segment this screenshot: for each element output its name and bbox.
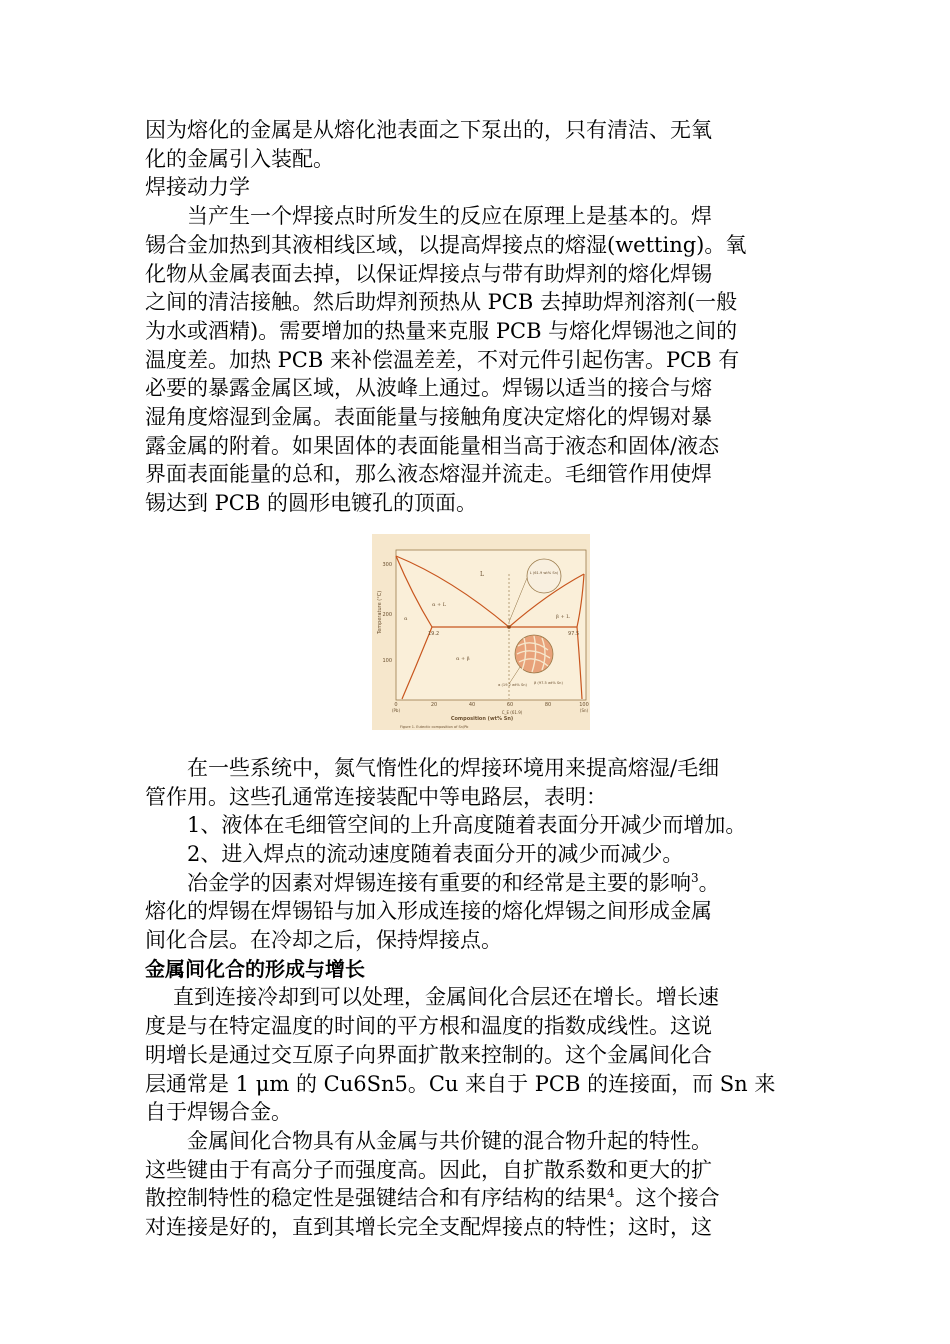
footnote-ref: 4	[607, 1186, 615, 1201]
phase-diagram-svg	[372, 534, 590, 730]
paragraph-line: 化物从金属表面去掉，以保证焊接点与带有助焊剂的熔化焊锡	[145, 261, 712, 286]
list-item: 1、液体在毛细管空间的上升高度随着表面分开减少而增加。	[187, 813, 747, 838]
paragraph-line: 必要的暴露金属区域，从波峰上通过。焊锡以适当的接合与熔	[145, 376, 712, 401]
paragraph-line: 温度差。加热 PCB 来补偿温差差，不对元件引起伤害。PCB 有	[145, 347, 740, 372]
inset-label: L (61.9 wt% Sn)	[529, 570, 559, 575]
paragraph-line	[145, 1184, 817, 1213]
paragraph-line: 直到连接冷却到可以处理，金属间化合层还在增长。增长速	[173, 985, 719, 1010]
x-tick-sub: (Sn)	[579, 707, 589, 713]
figure-caption: Figure 1. Eutectic composition of Sn/Pb	[400, 724, 469, 729]
x-tick: 40	[468, 701, 476, 708]
section-title: 焊接动力学	[145, 175, 250, 200]
region-label: L	[480, 570, 484, 578]
x-tick-sub: (Pb)	[391, 707, 401, 713]
paragraph-line: 层通常是 1 μm 的 Cu6Sn5。Cu 来自于 PCB 的连接面，而 Sn 来	[145, 1071, 776, 1096]
paragraph-line: 锡达到 PCB 的圆形电镀孔的顶面。	[145, 491, 477, 516]
list-item: 2、进入焊点的流动速度随着表面分开的减少而减少。	[187, 841, 684, 866]
paragraph-line: 露金属的附着。如果固体的表面能量相当高于液态和固体/液态	[145, 433, 720, 458]
x-tick: 80	[544, 701, 552, 708]
paragraph-line: 湿角度熔湿到金属。表面能量与接触角度决定熔化的焊锡对暴	[145, 405, 712, 430]
document-page	[145, 116, 817, 1242]
microstructure-inset	[515, 635, 553, 673]
paragraph-line: 当产生一个焊接点时所发生的反应在原理上是基本的。焊	[187, 204, 712, 229]
paragraph-text: 冶金学的因素对焊锡连接有重要的和经常是主要的影响	[187, 870, 691, 895]
x-tick: 60	[506, 701, 514, 708]
x-tick: 100	[579, 701, 589, 708]
paragraph-line: 化的金属引入装配。	[145, 146, 334, 171]
region-label: α + β	[456, 655, 470, 662]
inset-label: β (97.5 wt% Sn)	[534, 680, 563, 685]
composition-label: 97.5	[568, 630, 580, 637]
paragraph-line: 金属间化合物具有从金属与共价键的混合物升起的特性。	[187, 1128, 712, 1153]
paragraph-text: 。	[698, 870, 720, 895]
region-label: β + L	[556, 613, 570, 620]
paragraph-line: 界面表面能量的总和，那么液态熔湿并流走。毛细管作用使焊	[145, 462, 712, 487]
paragraph-line: 在一些系统中，氮气惰性化的焊接环境用来提高熔湿/毛细	[187, 755, 720, 780]
y-tick: 200	[382, 611, 392, 618]
paragraph-line	[145, 869, 817, 898]
paragraph-line: 间化合层。在冷却之后，保持焊接点。	[145, 928, 502, 953]
x-tick: 0	[394, 701, 398, 708]
footnote-ref: 3	[691, 870, 699, 885]
paragraph-line: 管作用。这些孔通常连接装配中等电路层，表明：	[145, 784, 607, 809]
eutectic-point	[507, 625, 511, 629]
region-label: α	[404, 615, 408, 622]
liquid-inset	[527, 559, 561, 593]
x-tick: 20	[430, 701, 438, 708]
y-tick: 100	[382, 657, 392, 664]
paragraph-text: 。这个接合	[614, 1186, 720, 1211]
region-label: α + L	[432, 601, 447, 608]
x-axis-label: Composition (wt% Sn)	[450, 715, 514, 722]
paragraph-line: 明增长是通过交互原子向界面扩散来控制的。这个金属间化合	[145, 1042, 712, 1067]
paragraph-line: 这些键由于有高分子而强度高。因此，自扩散系数和更大的扩	[145, 1157, 712, 1182]
y-tick: 300	[382, 561, 392, 568]
paragraph-line: 之间的清洁接触。然后助焊剂预热从 PCB 去掉助焊剂溶剂(一般	[145, 290, 738, 315]
composition-label: 19.2	[428, 630, 440, 637]
inset-label: α (19.2 wt% Sn)	[498, 682, 527, 687]
paragraph-line: 熔化的焊锡在焊锡铅与加入形成连接的熔化焊锡之间形成金属	[145, 899, 712, 924]
phase-diagram-figure	[372, 534, 590, 730]
y-axis-label: Temperature (°C)	[377, 590, 383, 634]
eutectic-label: C_E (61.9)	[501, 709, 523, 715]
section-heading: 金属间化合的形成与增长	[145, 956, 365, 981]
paragraph-text: 散控制特性的稳定性是强键结合和有序结构的结果	[145, 1186, 607, 1211]
paragraph-line: 对连接是好的，直到其增长完全支配焊接点的特性；这时，这	[145, 1215, 712, 1240]
paragraph-line: 自于焊锡合金。	[145, 1100, 292, 1125]
paragraph-line: 度是与在特定温度的时间的平方根和温度的指数成线性。这说	[145, 1014, 712, 1039]
paragraph-line: 为水或酒精)。需要增加的热量来克服 PCB 与熔化焊锡池之间的	[145, 318, 738, 343]
paragraph-line: 锡合金加热到其液相线区域，以提高焊接点的熔湿(wetting)。氧	[145, 232, 747, 257]
paragraph-line: 因为熔化的金属是从熔化池表面之下泵出的，只有清洁、无氧	[145, 118, 712, 142]
